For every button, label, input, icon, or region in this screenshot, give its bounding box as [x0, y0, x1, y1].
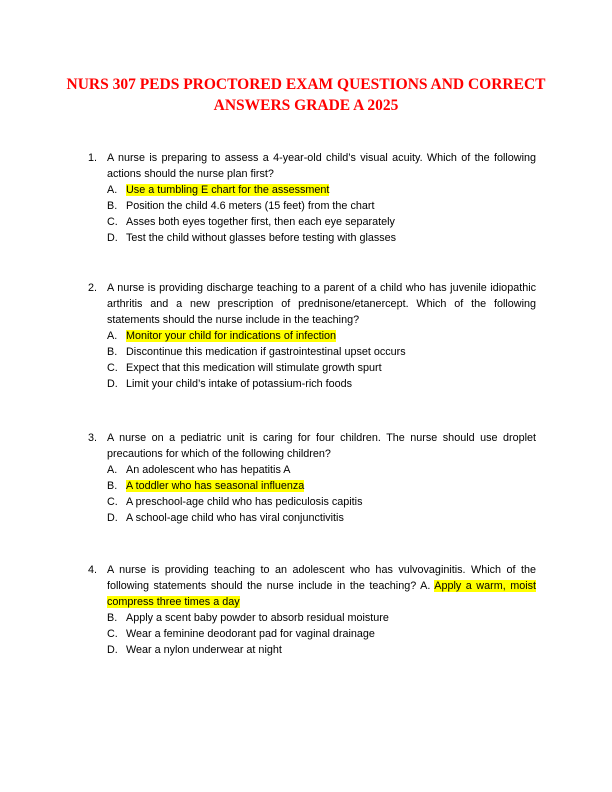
option-c [88, 494, 536, 510]
answer-options [88, 328, 536, 392]
option-label: B. [107, 612, 118, 624]
question-4 [88, 562, 536, 658]
option-text: Test the child without glasses before testing with glasses [126, 232, 397, 244]
option-text: An adolescent who has hepatitis A [126, 464, 291, 476]
option-text: A preschool-age child who has pediculosis capitis [126, 496, 363, 508]
option-text: Limit your child’s intake of potassium-rich foods [126, 378, 353, 390]
option-label: B. [107, 480, 118, 492]
highlighted-answer: Apply a warm, moist compress three times a day [107, 580, 537, 608]
option-text: Discontinue this medication if gastrointestinal upset occurs [126, 346, 406, 358]
question-number: 1. [88, 152, 98, 164]
option-label: C. [107, 362, 118, 374]
option-d [88, 510, 536, 526]
question-text [107, 562, 536, 610]
highlighted-answer: A toddler who has seasonal influenza [126, 480, 305, 492]
option-text: Asses both eyes together first, then each eye separately [126, 216, 395, 228]
highlighted-answer: Use a tumbling E chart for the assessment [126, 184, 330, 196]
option-label: B. [107, 346, 118, 358]
option-b [88, 198, 536, 214]
option-d [88, 230, 536, 246]
option-b [88, 344, 536, 360]
option-text: Position the child 4.6 meters (15 feet) from the chart [126, 200, 375, 212]
option-text: A school-age child who has viral conjunctivitis [126, 512, 344, 524]
question-3 [88, 430, 536, 526]
title-line-1: NURS 307 PEDS PROCTORED EXAM QUESTIONS AND CORRECT [66, 76, 546, 93]
answer-options [88, 462, 536, 526]
option-c [88, 626, 536, 642]
answer-options [88, 182, 536, 246]
question-2 [88, 280, 536, 392]
question-1 [88, 150, 536, 246]
option-text: Wear a nylon underwear at night [126, 644, 282, 656]
option-b [88, 610, 536, 626]
option-a [88, 462, 536, 478]
option-label: D. [107, 378, 118, 390]
option-c [88, 360, 536, 376]
option-label: A. [107, 184, 118, 196]
option-label: D. [107, 644, 118, 656]
option-label: D. [107, 232, 118, 244]
option-text: Apply a scent baby powder to absorb residual moisture [126, 612, 389, 624]
highlighted-answer: Monitor your child for indications of infection [126, 330, 337, 342]
question-text: A nurse is preparing to assess a 4-year-old child’s visual acuity. Which of the following actions should the nurse plan first? [107, 152, 536, 180]
option-b [88, 478, 536, 494]
document-title [60, 74, 552, 116]
question-number: 4. [88, 564, 98, 576]
question-text: A nurse is providing discharge teaching to a parent of a child who has juvenile idiopathic arthritis and a new prescription of prednisone/etanercept. Which of the following statements should the nurse include in the teaching? [107, 282, 536, 326]
option-label: B. [107, 200, 118, 212]
option-a [88, 182, 536, 198]
option-d [88, 642, 536, 658]
option-label: D. [107, 512, 118, 524]
option-label: A. [107, 464, 118, 476]
option-label: C. [107, 216, 118, 228]
option-label: C. [107, 496, 118, 508]
option-label: C. [107, 628, 118, 640]
option-text: Expect that this medication will stimulate growth spurt [126, 362, 382, 374]
option-d [88, 376, 536, 392]
option-text: Wear a feminine deodorant pad for vaginal drainage [126, 628, 375, 640]
question-number: 3. [88, 432, 98, 444]
question-text: A nurse on a pediatric unit is caring for four children. The nurse should use droplet precautions for which of the following children? [107, 432, 536, 460]
option-c [88, 214, 536, 230]
option-label: A. [107, 330, 118, 342]
question-text-body: A nurse is providing teaching to an adolescent who has vulvovaginitis. Which of the following statements should the nurse include in the teaching? A. [107, 564, 536, 592]
question-number: 2. [88, 282, 98, 294]
title-line-2: ANSWERS GRADE A 2025 [213, 97, 399, 114]
answer-options [88, 610, 536, 658]
option-a [88, 328, 536, 344]
